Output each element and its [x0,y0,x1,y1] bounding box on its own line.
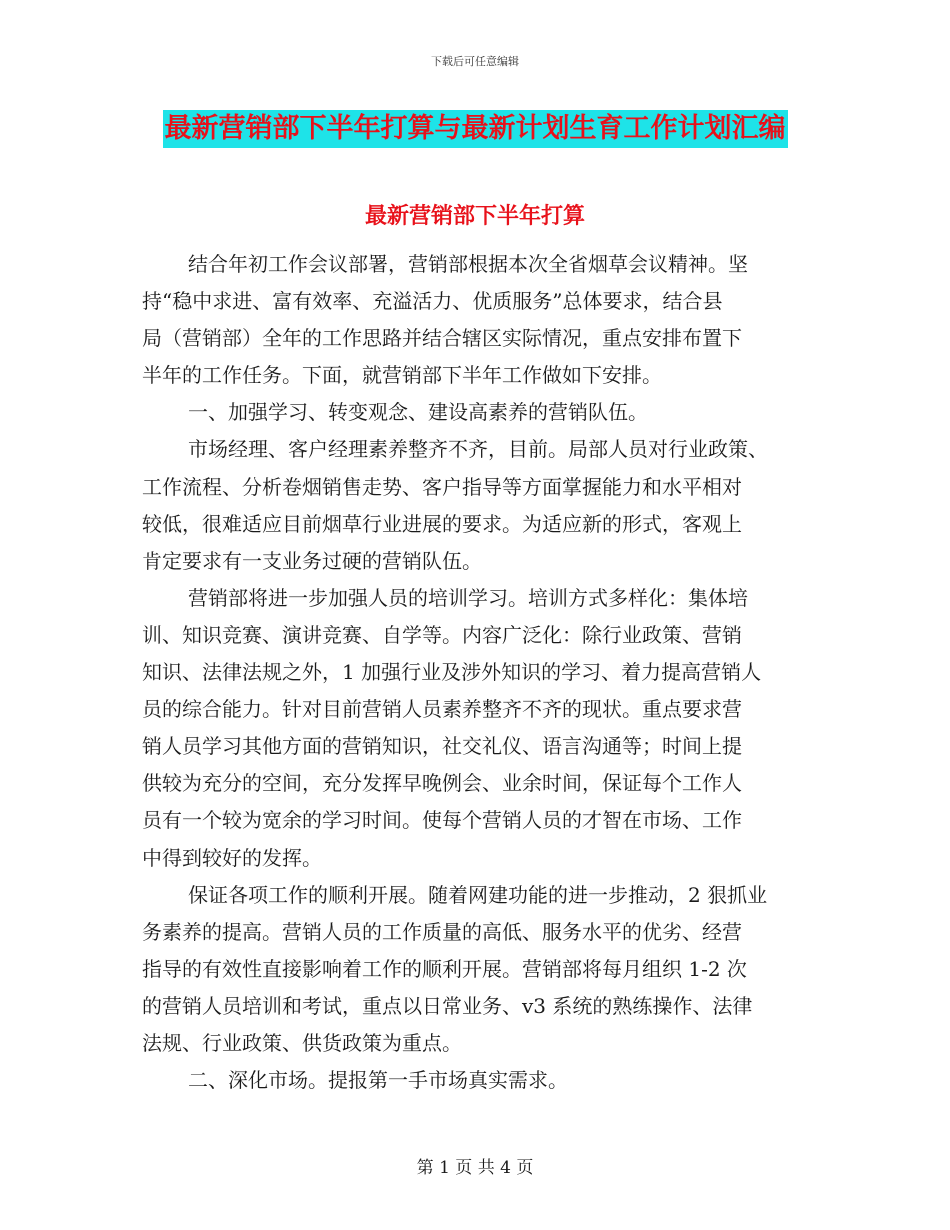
body-line: 员有一个较为宽余的学习时间。使每个营销人员的才智在市场、工作 [142,808,742,833]
document-body [142,246,814,1099]
body-line: 中得到较好的发挥。 [142,845,322,870]
body-line: 结合年初工作会议部署，营销部根据本次全省烟草会议精神。坚 [188,252,748,276]
body-line: 工作流程、分析卷烟销售走势、客户指导等方面掌握能力和水平相对 [142,474,742,499]
body-line: 指导的有效性直接影响着工作的顺利开展。营销部将每月组织 1-2 次 [142,956,747,981]
body-line: 较低，很难适应目前烟草行业进展的要求。为适应新的形式，客观上 [142,511,742,536]
body-line: 局（营销部）全年的工作思路并结合辖区实际情况，重点安排布置下 [142,326,742,351]
body-line: 半年的工作任务。下面，就营销部下半年工作做如下安排。 [142,363,662,388]
body-line: 保证各项工作的顺利开展。随着网建功能的进一步推动，2 狠抓业 [188,882,768,907]
page-number-footer: 第 1 页 共 4 页 [416,1158,534,1178]
body-line: 的营销人员培训和考试，重点以日常业务、v3 系统的熟练操作、法律 [142,993,753,1018]
body-line: 营销部将进一步加强人员的培训学习。培训方式多样化：集体培 [188,585,748,610]
body-line: 二、深化市场。提报第一手市场真实需求。 [188,1068,568,1093]
body-line: 肯定要求有一支业务过硬的营销队伍。 [142,548,482,573]
body-line: 销人员学习其他方面的营销知识，社交礼仪、语言沟通等；时间上提 [142,734,742,759]
body-line: 供较为充分的空间，充分发挥早晚例会、业余时间，保证每个工作人 [142,771,742,796]
body-line: 法规、行业政策、供货政策为重点。 [142,1030,462,1055]
body-line: 一、加强学习、转变观念、建设高素养的营销队伍。 [188,400,648,425]
page-header-note: 下载后可任意编辑 [431,55,519,68]
body-line: 员的综合能力。针对目前营销人员素养整齐不齐的现状。重点要求营 [142,697,742,722]
main-title-container [0,110,950,148]
body-line: 持“稳中求进、富有效率、充溢活力、优质服务”总体要求，结合县 [142,289,723,314]
document-main-title: 最新营销部下半年打算与最新计划生育工作计划汇编 [163,110,788,148]
body-line: 知识、法律法规之外，1 加强行业及涉外知识的学习、着力提高营销人 [142,660,762,685]
body-line: 训、知识竞赛、演讲竞赛、自学等。内容广泛化：除行业政策、营销 [142,622,742,647]
body-line: 市场经理、客户经理素养整齐不齐，目前。局部人员对行业政策、 [188,437,768,462]
body-line: 务素养的提高。营销人员的工作质量的高低、服务水平的优劣、经营 [142,919,742,944]
section-title: 最新营销部下半年打算 [364,204,585,229]
